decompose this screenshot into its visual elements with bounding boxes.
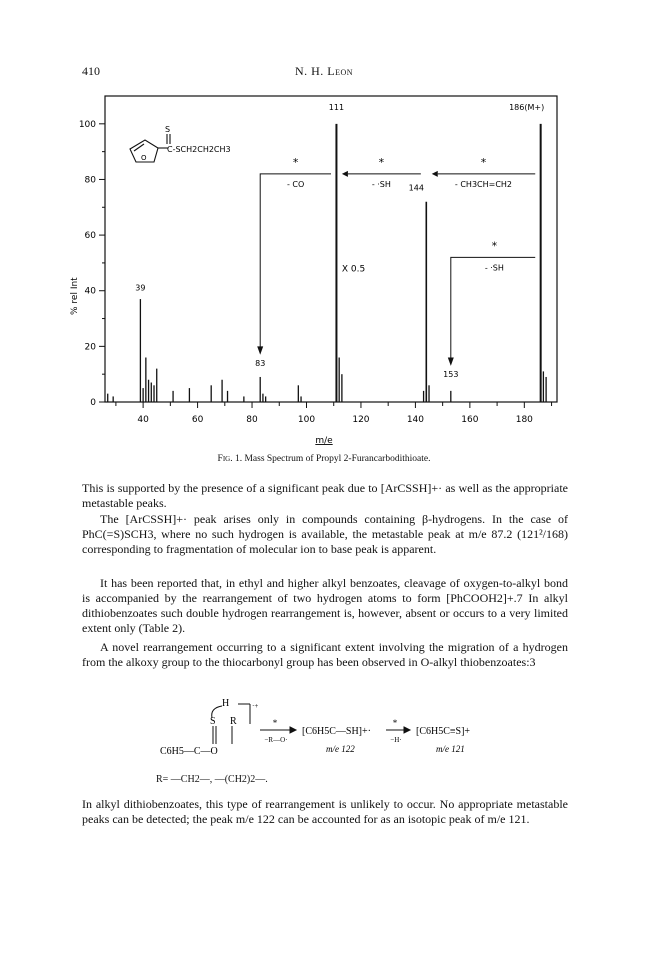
- peak-label-153: 153: [443, 369, 459, 379]
- mass-spectrum-chart: [55, 90, 575, 470]
- x-axis-label: m/e: [315, 436, 333, 446]
- x-tick-label: 80: [246, 415, 258, 425]
- figure-caption-text: Mass Spectrum of Propyl 2-Furancarbodithioate.: [242, 454, 431, 464]
- peak-label-39: 39: [135, 283, 146, 293]
- structure-side-chain: C-SCH2CH2CH3: [167, 145, 231, 154]
- transition-arrowhead-144-111: [342, 171, 348, 177]
- r-group-definition: R= —CH2—, —(CH2)2—.: [156, 774, 268, 785]
- scheme-substrate-formula: C6H5—C—O: [160, 746, 218, 757]
- arrow1-head: [290, 727, 296, 733]
- metastable-star-186-153: *: [491, 239, 498, 253]
- neutral-loss-186-153: - ·SH: [484, 263, 504, 273]
- author-initials: N. H.: [294, 64, 328, 78]
- paragraph-1-text: This is supported by the presence of a significant peak due to [ArCSSH]+· as well as the appropriate metastable peaks.: [82, 481, 568, 511]
- furan-double-bond: [134, 144, 144, 151]
- y-tick-label: 60: [84, 231, 96, 242]
- x-axis: [116, 402, 552, 425]
- metastable-star-144-111: *: [378, 155, 385, 169]
- y-tick-label: 80: [84, 175, 96, 186]
- x-tick-label: 40: [137, 415, 149, 425]
- metastable-star-186-144: *: [480, 155, 487, 169]
- figure-caption: [0, 454, 648, 464]
- transition-line-111-83: [260, 174, 331, 352]
- plot-frame: [105, 96, 557, 402]
- author-surname: Leon: [327, 64, 354, 78]
- figure-number: Fig. 1.: [217, 454, 243, 464]
- page-number: 410: [82, 64, 100, 78]
- product1-formula: [C6H5C—SH]+·: [302, 726, 371, 737]
- peak-label-111: 111: [328, 102, 345, 112]
- x-tick-label: 160: [461, 415, 479, 425]
- arrow2-star: *: [392, 718, 398, 728]
- arrow2-head: [404, 727, 410, 733]
- neutral-loss-144-111: - ·SH: [371, 179, 391, 189]
- y-tick-label: 20: [84, 342, 96, 353]
- x-tick-label: 140: [406, 415, 425, 425]
- paragraph-3-text: It has been reported that, in ethyl and higher alkyl benzoates, cleavage of oxygen-to-alkyl bond is accompanied by the rearrangement of two hydrogen atoms to form [PhCOOH2]+.7 In alkyl dithiobenzoates such double hydrogen rearrangement is, however, absent or occurs to a very limited extent only (Table 2).: [82, 576, 568, 636]
- fragmentation-arrows: [257, 156, 535, 366]
- y-tick-label: 100: [78, 119, 96, 130]
- y-axis: [79, 120, 105, 408]
- arrow2-loss: −H·: [390, 736, 402, 744]
- neutral-loss-186-144: - CH3CH=CH2: [454, 179, 513, 189]
- x-tick-label: 100: [297, 415, 316, 425]
- scheme-radical-cation: ·+: [252, 702, 259, 710]
- product2-formula: [C6H5C≡S]+: [416, 726, 471, 737]
- paragraph-3: [82, 576, 568, 636]
- arrow1-loss: −R—O·: [264, 736, 288, 744]
- y-tick-label: 40: [84, 286, 96, 297]
- paragraph-2: [82, 512, 568, 557]
- transition-line-186-153: [451, 257, 535, 363]
- metastable-star-111-83: *: [292, 155, 299, 169]
- x-tick-label: 180: [515, 415, 533, 425]
- neutral-loss-111-83: - CO: [286, 179, 305, 189]
- paragraph-5: [82, 797, 568, 827]
- paragraph-4: [82, 640, 568, 670]
- thione-sulfur: S: [165, 125, 171, 134]
- transition-arrowhead-186-153: [448, 357, 454, 365]
- x-tick-label: 120: [352, 415, 370, 425]
- paragraph-4-text: A novel rearrangement occurring to a significant extent involving the migration of a hydrogen from the alkoxy group to the thiocarbonyl group has been observed in O-alkyl thiobenzoates:3: [82, 640, 568, 670]
- x-tick-label: 60: [191, 415, 204, 425]
- furan-oxygen: O: [141, 154, 147, 162]
- scale-note: X 0.5: [341, 264, 366, 275]
- paragraph-5-text: In alkyl dithiobenzoates, this type of rearrangement is unlikely to occur. No appropriate metastable peaks can be detected; the peak m/e 122 can be accounted for as an isotopic peak of m/e 121.: [82, 797, 568, 827]
- transition-arrowhead-111-83: [257, 346, 263, 354]
- scheme-hydrogen: H: [222, 698, 230, 709]
- furan-structure: [130, 134, 170, 162]
- scheme-r-group: R: [230, 716, 237, 727]
- peak-label-144: 144: [408, 183, 424, 193]
- peak-label-186: 186(M+): [509, 102, 545, 112]
- y-tick-label: 0: [90, 398, 96, 408]
- paragraph-2-text: The [ArCSSH]+· peak arises only in compounds containing β-hydrogens. In the case of PhC(=S)SCH3, where no such hydrogen is available, the metastable peak at m/e 87.2 (121²/168) corresponding to fragmentation of molecular ion to base peak is apparent.: [82, 512, 568, 557]
- paragraph-1: [82, 481, 568, 511]
- scheme-sulfur: S: [210, 716, 216, 727]
- product1-mz: m/e 122: [326, 744, 355, 754]
- product2-mz: m/e 121: [436, 744, 465, 754]
- running-head: [0, 64, 648, 79]
- peak-label-83: 83: [255, 358, 266, 368]
- y-axis-label: % rel Int: [70, 277, 80, 315]
- transition-arrowhead-186-144: [432, 171, 438, 177]
- arrow1-star: *: [272, 718, 278, 728]
